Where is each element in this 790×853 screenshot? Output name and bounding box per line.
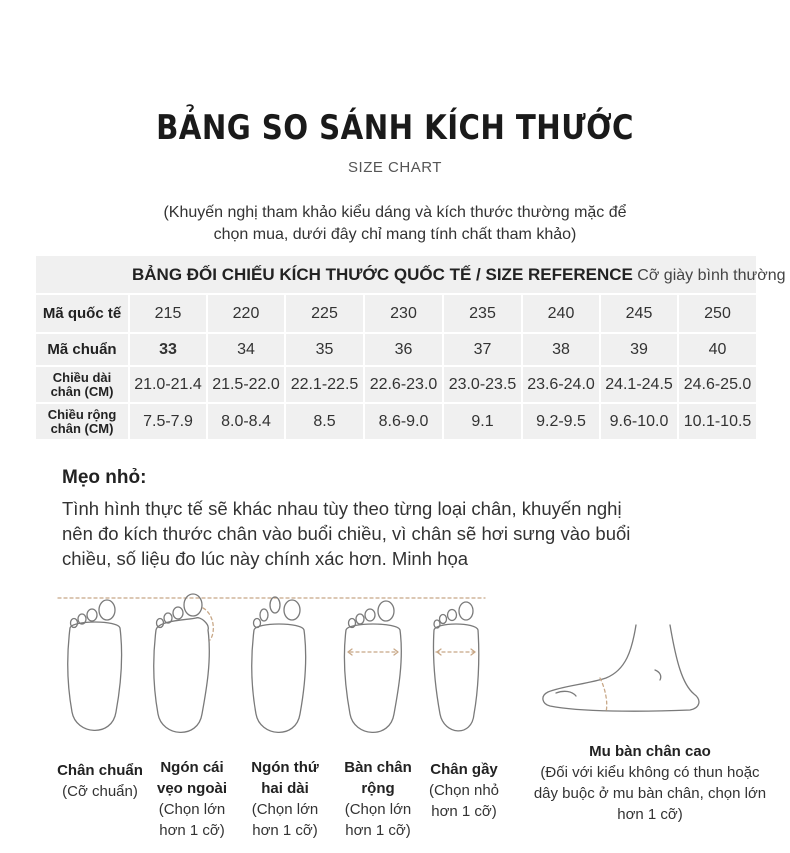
page-subtitle: SIZE CHART (348, 159, 442, 176)
table-row (35, 294, 757, 333)
reference-note (100, 202, 690, 246)
table-cell: 33 (129, 333, 207, 366)
tip-body: Tình hình thực tế sẽ khác nhau tùy theo từng loại chân, khuyến nghị nên đo kích thước chân vào buổi chiều, vì chân sẽ hơi sưng vào buổi chiều, số liệu đo lúc này chính xác hơn. Minh họa (62, 498, 631, 569)
table-cell: 40 (678, 333, 757, 366)
caption-desc: (Cỡ chuẩn) (62, 783, 138, 800)
caption-slim (424, 759, 504, 822)
wide-foot-icon (344, 601, 401, 732)
table-cell: 35 (285, 333, 364, 366)
table-cell: 10.1-10.5 (678, 403, 757, 440)
caption-desc: (Chọn lớn hơn 1 cỡ) (251, 801, 319, 839)
caption-desc: (Chọn nhỏ hơn 1 cỡ) (428, 782, 500, 820)
table-cell: 23.0-23.5 (443, 366, 522, 403)
table-cell: 39 (600, 333, 678, 366)
table-cell: 215 (129, 294, 207, 333)
standard-foot-icon (68, 600, 122, 730)
tip-title: Mẹo nhỏ: (62, 467, 147, 488)
table-cell: 225 (285, 294, 364, 333)
caption-wide (338, 757, 418, 841)
caption-bunion (150, 757, 234, 841)
reference-note-line-2: chọn mua, dưới đây chỉ mang tính chất tham khảo) (213, 226, 577, 243)
table-cell: 9.2-9.5 (522, 403, 600, 440)
table-cell: 245 (600, 294, 678, 333)
table-row (35, 366, 757, 403)
size-table-title: BẢNG ĐỐI CHIẾU KÍCH THƯỚC QUỐC TẾ / SIZE REFERENCE (132, 264, 633, 284)
foot-illustrations (0, 585, 790, 755)
size-table-title-note: Cỡ giày bình thường (632, 266, 786, 284)
caption-name: Mu bàn chân cao (589, 743, 711, 760)
caption-name: Bàn chân rộng (344, 759, 412, 797)
caption-desc: (Chọn lớn hơn 1 cỡ) (344, 801, 412, 839)
table-cell: 8.6-9.0 (364, 403, 443, 440)
caption-long-second-toe (245, 757, 325, 841)
high-instep-foot-icon (543, 625, 699, 712)
page-title: BẢNG SO SÁNH KÍCH THƯỚC (156, 108, 634, 148)
table-cell: 23.6-24.0 (522, 366, 600, 403)
long-second-toe-foot-icon (252, 597, 306, 732)
table-cell: 22.6-23.0 (364, 366, 443, 403)
table-row (35, 403, 757, 440)
size-table (34, 254, 786, 441)
table-cell: 8.5 (285, 403, 364, 440)
table-cell: 34 (207, 333, 285, 366)
row-label-standard: Mã chuẩn (35, 333, 129, 366)
caption-name: Chân chuẩn (57, 762, 143, 779)
table-cell: 220 (207, 294, 285, 333)
caption-desc: (Đối với kiểu không có thun hoặc dây buộc ở mu bàn chân, chọn lớn hơn 1 cỡ) (533, 764, 767, 823)
row-label-intl: Mã quốc tế (35, 294, 129, 333)
caption-standard (50, 760, 150, 802)
table-cell: 22.1-22.5 (285, 366, 364, 403)
table-cell: 230 (364, 294, 443, 333)
caption-high-instep (530, 741, 770, 825)
size-table-header-cell (35, 255, 786, 294)
table-cell: 240 (522, 294, 600, 333)
size-table-header (35, 255, 757, 294)
table-row (35, 333, 757, 366)
row-label-length: Chiều dài chân (CM) (35, 366, 129, 403)
table-cell: 38 (522, 333, 600, 366)
table-cell: 36 (364, 333, 443, 366)
table-cell: 250 (678, 294, 757, 333)
caption-name: Ngón cái vẹo ngoài (156, 759, 227, 797)
caption-desc: (Chọn lớn hơn 1 cỡ) (158, 801, 226, 839)
table-cell: 235 (443, 294, 522, 333)
table-cell: 9.6-10.0 (600, 403, 678, 440)
table-cell: 21.0-21.4 (129, 366, 207, 403)
reference-note-line-1: (Khuyến nghị tham khảo kiểu dáng và kích thước thường mặc để (163, 204, 627, 221)
table-cell: 24.6-25.0 (678, 366, 757, 403)
table-cell: 8.0-8.4 (207, 403, 285, 440)
table-cell: 24.1-24.5 (600, 366, 678, 403)
table-cell: 21.5-22.0 (207, 366, 285, 403)
table-cell: 7.5-7.9 (129, 403, 207, 440)
bunion-foot-icon (154, 594, 214, 732)
table-cell: 9.1 (443, 403, 522, 440)
caption-name: Ngón thứ hai dài (251, 759, 319, 797)
table-cell: 37 (443, 333, 522, 366)
caption-name: Chân gầy (430, 761, 498, 778)
slim-foot-icon (433, 602, 478, 731)
row-label-width: Chiều rộng chân (CM) (35, 403, 129, 440)
